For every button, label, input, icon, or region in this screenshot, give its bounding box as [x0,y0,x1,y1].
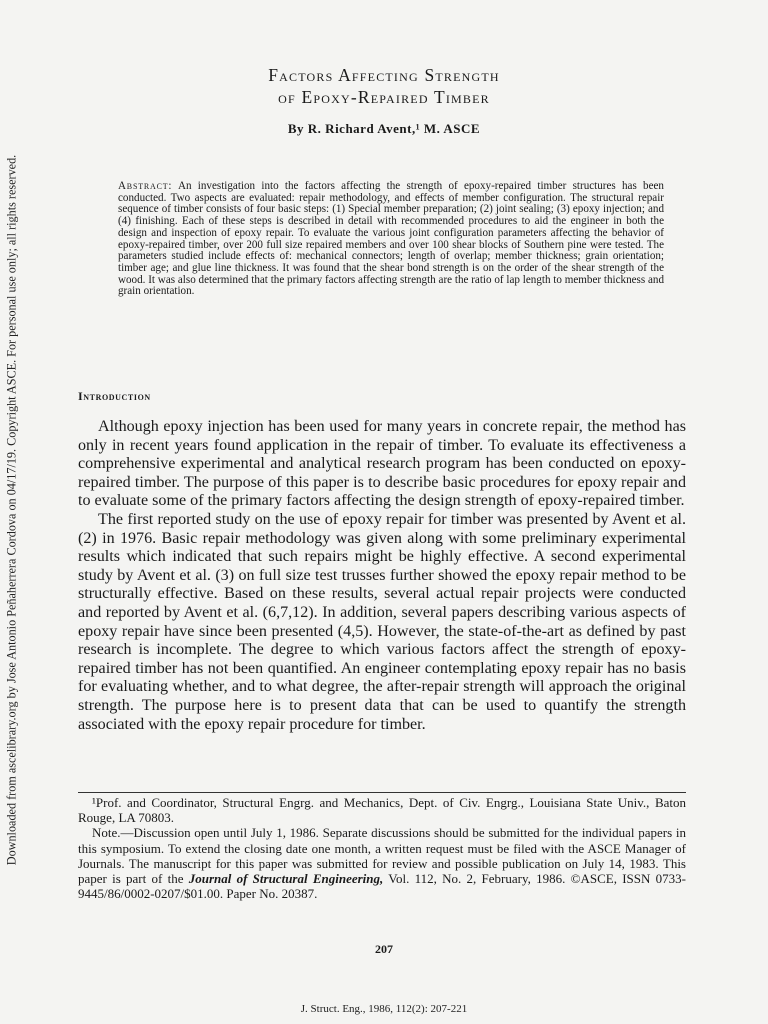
download-notice-text: Downloaded from ascelibrary.org by Jose Antonio Peñaherrera Cordova on 04/17/19. Copyright ASCE. For personal use only; all rights reserved. [4,154,19,866]
title-line-2: of Epoxy-Repaired Timber [278,87,490,107]
download-notice [2,130,22,890]
abstract [118,181,664,298]
note-text-end: Vol. 112, No. 2, February, 1986. ©ASCE, ISSN 0733-9445/86/0002-0207/$01.00. Paper No. 20387. [78,871,686,902]
abstract-label: Abstract: [118,180,173,192]
discussion-note [78,825,686,901]
section-heading: Introduction [78,389,151,403]
note-text: Note.—Discussion open until July 1, 1986. Separate discussions should be submitted for the individual papers in this symposium. To extend the closing date one month, a written request must be filed with the ASCE Manager of Journals. The manuscript for this paper was submitted for review and possible publication on July 14, 1983. This paper is part of the [78,825,686,887]
title-line-1: Factors Affecting Strength [268,65,500,85]
journal-name: Journal of Structural Engineering, [188,871,384,887]
footnote-divider [78,792,686,793]
author-byline: By R. Richard Avent,¹ M. ASCE [287,121,481,136]
paragraph: Although epoxy injection has been used for many years in concrete repair, the method has only in recent years found application in the repair of timber. To evaluate its effectiveness a comprehensive experimental and analytical research program has been conducted on epoxy-repaired timber. The purpose of this paper is to describe basic procedures for epoxy repair and to evaluate some of the primary factors affecting the design strength of epoxy-repaired timber. [78,418,686,510]
author-footnote: ¹Prof. and Coordinator, Structural Engrg. and Mechanics, Dept. of Civ. Engrg., Louisiana State Univ., Baton Rouge, LA 70803. [78,795,686,826]
paper-title [0,64,768,108]
citation-footer: J. Struct. Eng., 1986, 112(2): 207-221 [300,1003,468,1015]
abstract-text: An investigation into the factors affecting the strength of epoxy-repaired timber structures has been conducted. Two aspects are evaluated: repair methodology, and effects of member configuration. The structural repair sequence of timber consists of four basic steps: (1) Special member preparation; (2) joint sealing; (3) epoxy injection; and (4) finishing. Each of these steps is described in detail with recommended procedures to aid the engineer in both the design and inspection of epoxy repair. To evaluate the various joint configuration parameters affecting the behavior of epoxy-repaired timber, over 200 full size repaired members and over 100 shear blocks of Southern pine were tested. The parameters studied include effects of: mechanical connectors; length of overlap; member thickness; grain orientation; timber age; and glue line thickness. It was found that the shear bond strength is on the order of the shear strength of the wood. It was also determined that the primary factors affecting strength are the ratio of lap length to member thickness and grain orientation. [118,180,664,298]
page-number: 207 [375,942,393,956]
footnotes [78,795,686,901]
paragraph: The first reported study on the use of epoxy repair for timber was presented by Avent et al. (2) in 1976. Basic repair methodology was given along with some preliminary experimental results which indicated that such repairs might be highly effective. A second experimental study by Avent et al. (3) on full size test trusses further showed the epoxy repair method to be structurally effective. Based on these results, several actual repair projects were conducted and reported by Avent et al. (6,7,12). In addition, several papers describing various aspects of epoxy repair have since been presented (4,5). However, the state-of-the-art as defined by past research is incomplete. The degree to which various factors affect the strength of epoxy-repaired timber has not been quantified. An engineer contemplating epoxy repair has no basis for evaluating whether, and to what degree, the after-repair strength will approach the original strength. The purpose here is to present data that can be used to quantify the strength associated with the epoxy repair procedure for timber. [78,510,686,733]
body-text [78,418,686,734]
